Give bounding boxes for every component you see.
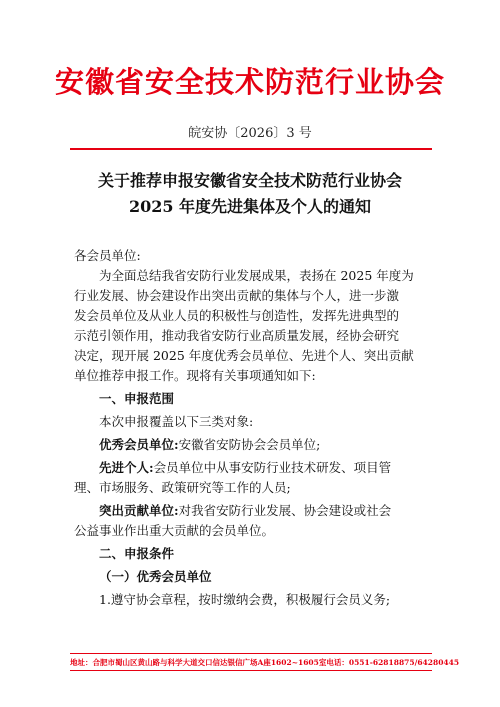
scope-item-continuation: 理、市场服务、政策研究等工作的人员; [74,480,291,495]
notice-title-line-2: 2025 年度先进集体及个人的通知 [128,197,372,216]
scope-item-text: 会员单位中从事安防行业技术研发、项目管 [153,460,392,475]
footer-divider-top [70,653,432,654]
notice-title [0,168,500,220]
section-heading-conditions: 二、申报条件 [99,546,175,561]
intro-line: 示范引领作用，推动我省安防行业高质量发展，经协会研究 [74,328,400,343]
intro-line: 发会员单位及从业人员的积极性与创造性，发挥先进典型的 [74,308,400,323]
red-divider-line [70,148,432,150]
scope-item-text: 安徽省安防协会会员单位; [178,437,321,452]
scope-item-label: 突出贡献单位: [99,503,179,518]
intro-line: 单位推荐申报工作。现将有关事项通知如下: [74,368,316,383]
scope-item-label: 优秀会员单位: [99,437,179,452]
condition-item: 1.遵守协会章程，按时缴纳会费，积极履行会员义务; [99,592,391,607]
intro-line: 为全面总结我省安防行业发展成果，表扬在 2025 年度为 [99,268,414,283]
notice-title-line-1: 关于推荐申报安徽省安全技术防范行业协会 [97,171,402,190]
salutation: 各会员单位: [74,248,141,263]
scope-item-excellent-member [74,435,434,455]
organization-title: 安徽省安全技术防范行业协会 [54,65,445,99]
intro-line: 决定，现开展 2025 年度优秀会员单位、先进个人、突出贡献 [74,348,414,363]
scope-item-label: 先进个人: [99,460,154,475]
scope-item-text: 对我省安防行业发展、协会建设或社会 [178,503,392,518]
document-number: 皖安协〔2026〕3 号 [188,126,312,141]
scope-item-outstanding-contribution [74,501,434,521]
subsection-heading-excellent-member: （一）优秀会员单位 [99,569,212,584]
footer-phone: 电话：0551-62818875/64280445 [326,658,460,667]
notice-body [74,246,434,610]
section-heading-scope: 一、申报范围 [99,391,175,406]
footer-address: 地址：合肥市蜀山区黄山路与科学大道交口信达银信广场A座1602~1605室 [70,658,327,667]
scope-item-continuation: 公益事业作出重大贡献的会员单位。 [74,523,275,538]
scope-item-advanced-individual [74,458,434,478]
footer [70,657,460,668]
intro-line: 行业发展、协会建设作出突出贡献的集体与个人，进一步激 [74,288,400,303]
footer-divider-bottom [70,670,432,671]
scope-intro: 本次申报覆盖以下三类对象: [99,414,254,429]
